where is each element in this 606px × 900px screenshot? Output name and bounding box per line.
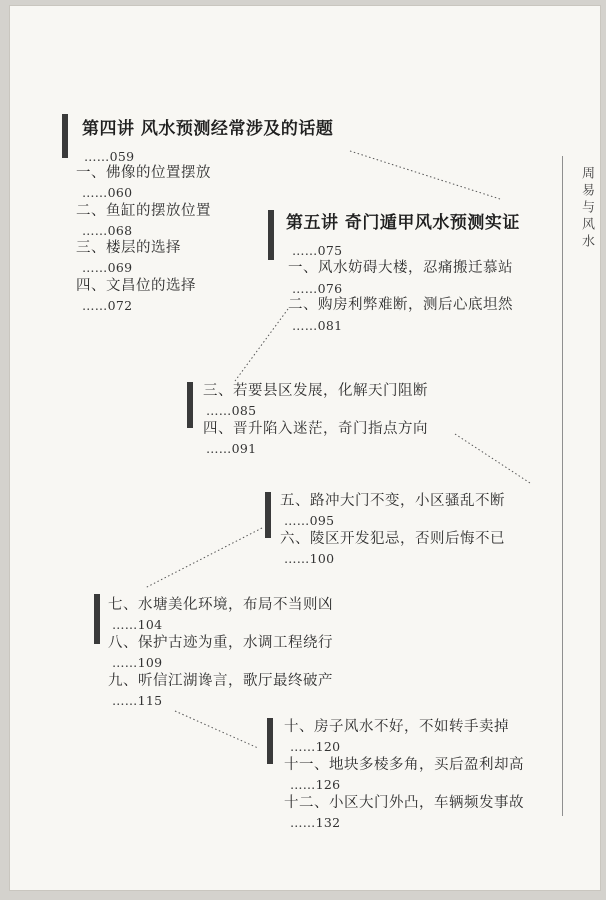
toc-page-number: ……085: [206, 403, 257, 418]
toc-page-number: ……095: [284, 513, 335, 528]
toc-entry[interactable]: 二、购房利弊难断，测后心底坦然: [288, 297, 513, 313]
section-page-number: ……075: [292, 243, 343, 258]
toc-entry[interactable]: 四、晋升陷入迷茫，奇门指点方向: [203, 421, 428, 437]
toc-entry[interactable]: 七、水塘美化环境，布局不当则凶: [108, 597, 333, 613]
section-page-number: ……059: [84, 149, 135, 164]
section-marker: [268, 210, 274, 260]
section-marker: [62, 114, 68, 158]
group-marker: [267, 718, 273, 764]
toc-entry[interactable]: 三、若要县区发展，化解天门阻断: [203, 383, 428, 399]
toc-entry[interactable]: 一、佛像的位置摆放: [76, 165, 211, 181]
toc-entry[interactable]: 十二、小区大门外凸，车辆频发事故: [284, 795, 524, 811]
group-marker: [187, 382, 193, 428]
section-heading: 第四讲 风水预测经常涉及的话题: [82, 119, 334, 139]
toc-page-number: ……115: [112, 693, 163, 708]
section-heading: 第五讲 奇门遁甲风水预测实证: [286, 213, 520, 233]
toc-page-number: ……069: [82, 260, 133, 275]
toc-page-number: ……060: [82, 185, 133, 200]
toc-page-number: ……109: [112, 655, 163, 670]
toc-entry[interactable]: 九、听信江湖谗言，歌厅最终破产: [108, 673, 333, 689]
toc-entry[interactable]: 八、保护古迹为重，水调工程绕行: [108, 635, 333, 651]
toc-page-number: ……120: [290, 739, 341, 754]
running-head: 周易与风水: [579, 166, 594, 251]
toc-entry[interactable]: 二、鱼缸的摆放位置: [76, 203, 211, 219]
toc-page-number: ……068: [82, 223, 133, 238]
toc-entry[interactable]: 一、风水妨碍大楼，忍痛搬迁慕站: [288, 260, 513, 276]
book-page: [10, 6, 600, 890]
toc-page-number: ……072: [82, 298, 133, 313]
toc-page-number: ……132: [290, 815, 341, 830]
toc-page-number: ……104: [112, 617, 163, 632]
toc-entry[interactable]: 三、楼层的选择: [76, 240, 181, 256]
toc-page-number: ……126: [290, 777, 341, 792]
group-marker: [94, 594, 100, 644]
toc-page-number: ……076: [292, 281, 343, 296]
toc-entry[interactable]: 五、路冲大门不变，小区骚乱不断: [280, 493, 505, 509]
toc-entry[interactable]: 十一、地块多棱多角，买后盈利却高: [284, 757, 524, 773]
group-marker: [265, 492, 271, 538]
toc-page-number: ……091: [206, 441, 257, 456]
toc-entry[interactable]: 四、文昌位的选择: [76, 278, 196, 294]
toc-entry[interactable]: 十、房子风水不好，不如转手卖掉: [284, 719, 509, 735]
toc-page-number: ……081: [292, 318, 343, 333]
toc-page-number: ……100: [284, 551, 335, 566]
toc-entry[interactable]: 六、陵区开发犯忌，否则后悔不已: [280, 531, 505, 547]
